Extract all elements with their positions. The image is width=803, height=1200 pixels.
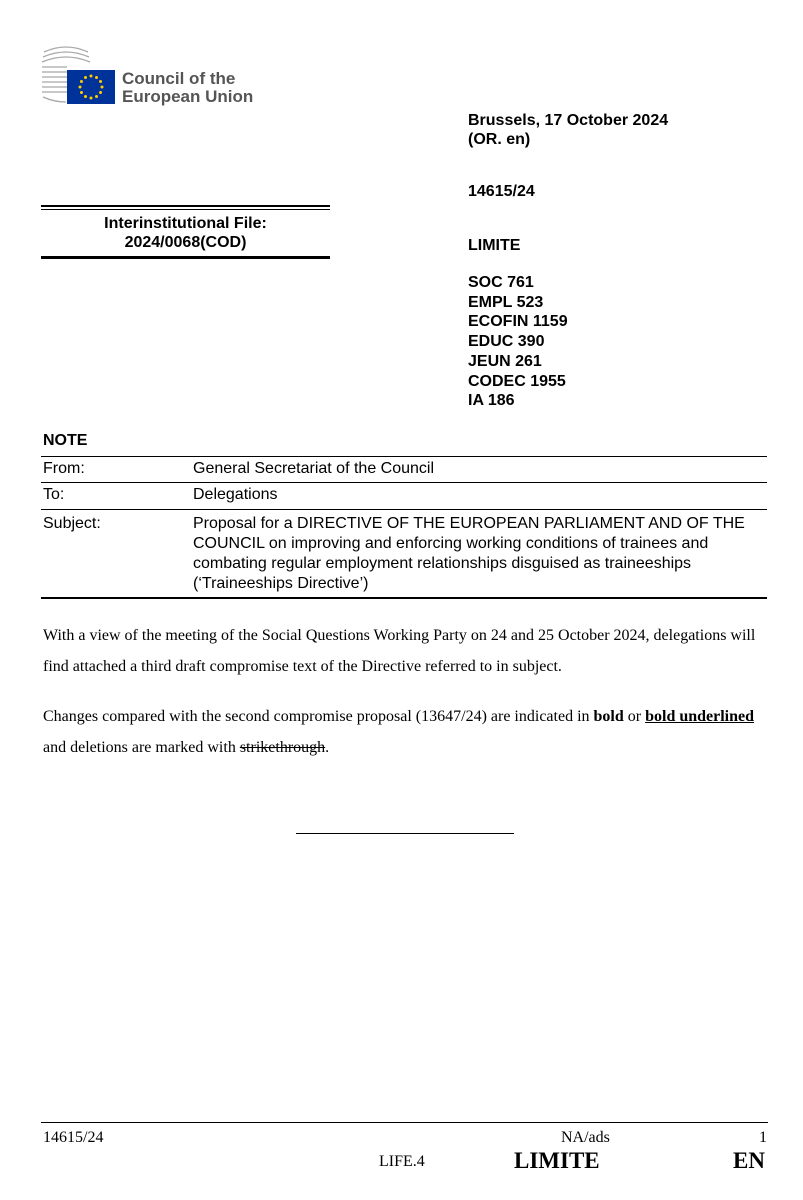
footer-doc-number: 14615/24 [43,1129,104,1146]
code-item: EDUC 390 [468,333,545,351]
council-logo [40,40,280,110]
interinstitutional-file-box [41,205,330,259]
interinstitutional-file-label: Interinstitutional File: [104,215,267,232]
footer-page-number: 1 [759,1129,767,1146]
doc-number: 14615/24 [468,183,535,200]
star-icon [99,80,102,83]
code-item: SOC 761 [468,274,534,291]
note-to-row [41,483,767,509]
note-title: NOTE [43,432,88,449]
subject-label: Subject: [43,515,101,532]
code-item: EMPL 523 [468,293,544,311]
star-icon [80,80,83,83]
code-item: CODEC 1955 [468,372,566,390]
place-date: Brussels, 17 October 2024 [468,112,669,129]
footer-line [41,1122,768,1123]
to-label: To: [43,486,65,503]
star-icon [101,86,104,89]
code-item: IA 186 [468,392,515,410]
original-language: (OR. en) [468,131,531,148]
end-divider [296,833,514,834]
p2-text-2: and deletions are marked with [43,739,240,756]
p2-bold-underlined: bold underlined [645,708,755,725]
code-item: ECOFIN 1159 [468,313,568,331]
star-icon [99,91,102,94]
star-icon [84,95,87,98]
p2-or: or [623,708,646,725]
star-icon [95,76,98,79]
document-codes [468,273,568,411]
footer-language: EN [733,1148,765,1173]
star-icon [90,75,93,78]
council-emblem-icon [40,40,120,110]
star-icon [95,95,98,98]
body-paragraph-2 [43,701,769,763]
body-paragraph-1: With a view of the meeting of the Social Questions Working Party on 24 and 25 October 2024, delegations will find attached a third draft compromise text of the Directive referred to in subject. [43,627,756,675]
p2-bold: bold [593,708,624,725]
to-value: Delegations [193,486,278,503]
star-icon [84,76,87,79]
code-item: JEUN 261 [468,352,542,370]
note-table [41,456,767,599]
note-from-row [41,457,767,482]
footer-unit: LIFE.4 [379,1153,425,1170]
p2-text: Changes compared with the second compromise proposal (13647/24) are indicated in [43,708,594,725]
classification: LIMITE [468,237,521,254]
star-icon [80,91,83,94]
logo-line1: Council of the [122,69,236,88]
subject-value: Proposal for a DIRECTIVE OF THE EUROPEAN PARLIAMENT AND OF THE COUNCIL on improving and enforcing working conditions of trainees and combating regular employment relationships disguised as traineeships (‘Traineeships Directive’) [193,515,745,592]
note-subject-row [41,510,767,597]
from-label: From: [43,460,85,477]
footer-classification: LIMITE [514,1148,600,1173]
star-icon [79,86,82,89]
footer-initials: NA/ads [561,1129,610,1146]
p2-strike: strikethrough [239,739,326,756]
star-icon [90,97,93,100]
p2-end: . [325,739,330,756]
logo-line2: European Union [122,87,254,106]
interinstitutional-file-number: 2024/0068(COD) [124,234,247,251]
place-date-block [468,111,668,149]
from-value: General Secretariat of the Council [193,460,435,477]
